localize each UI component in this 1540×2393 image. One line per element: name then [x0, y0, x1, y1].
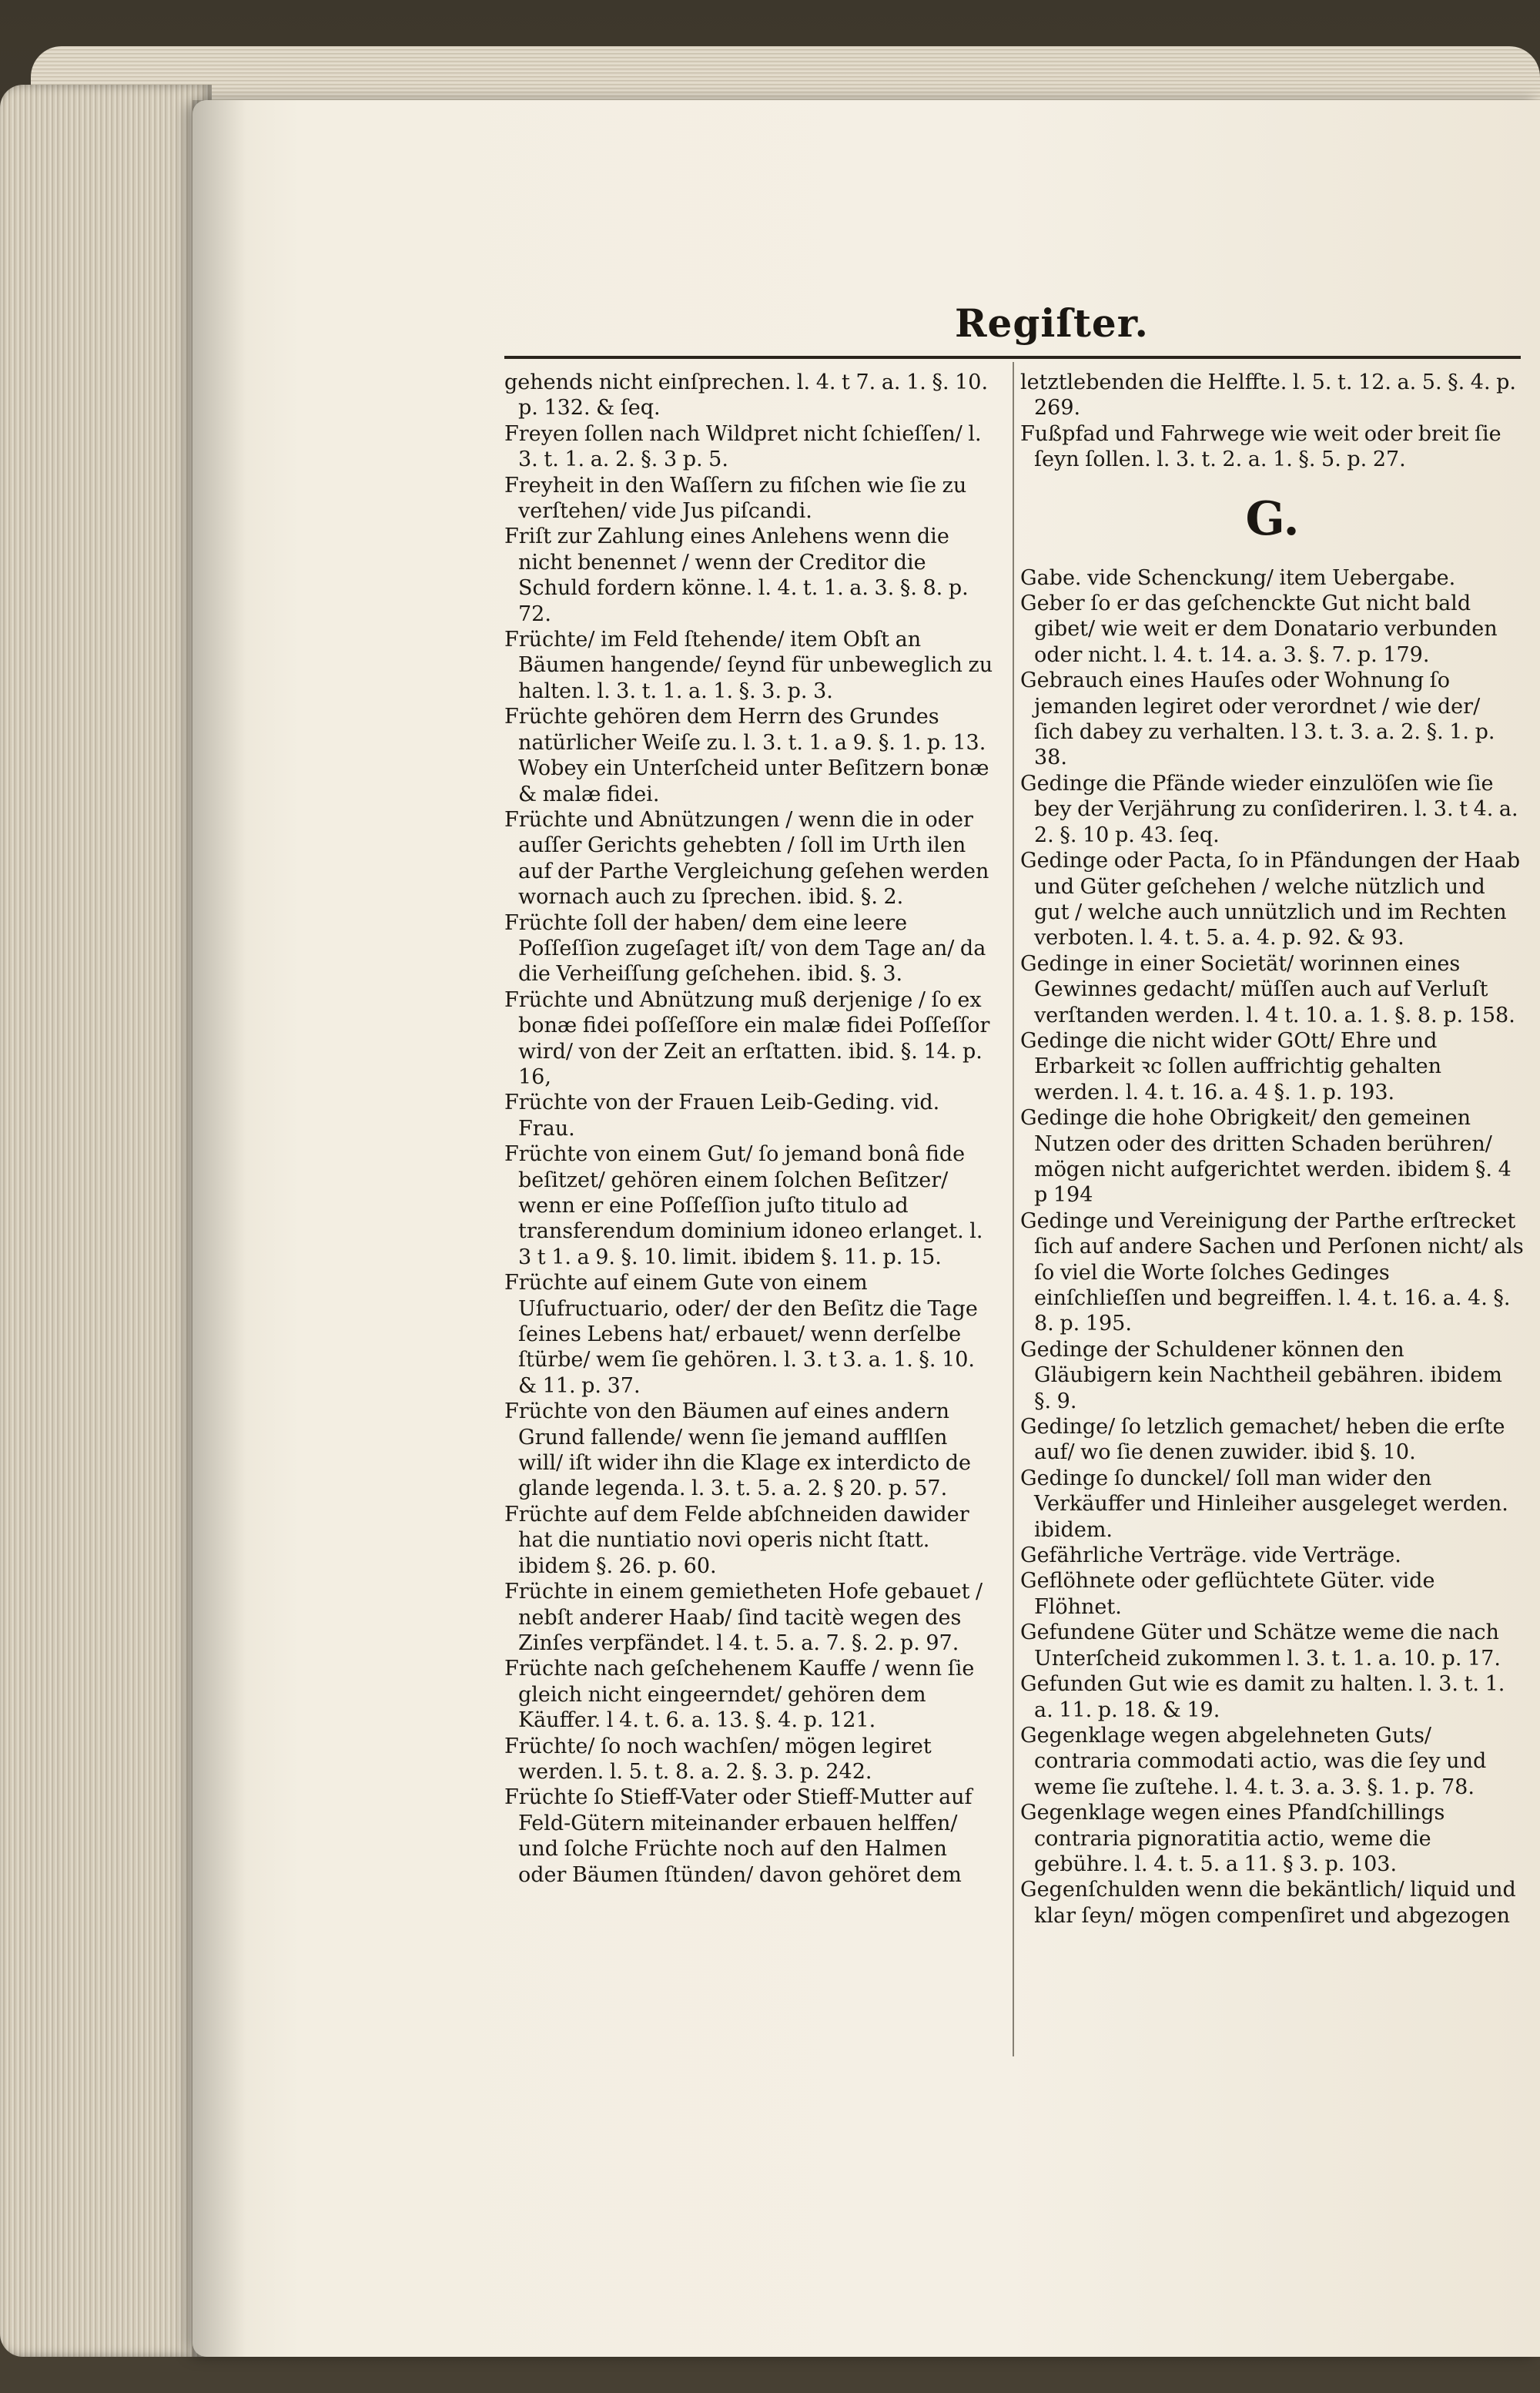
index-entry: Früchte von den Bäumen auf eines andern Grund fallende/ wenn ſie jemand aufflſen will/ iſt wider ihn die Klage ex interdicto de glande legenda. l. 3. t. 5. a. 2. § 20. p. 57. — [504, 1399, 972, 1501]
index-entry: gehends nicht einſprechen. l. 4. t 7. a. 1. §. 10. p. 132. & ſeq. — [504, 370, 989, 421]
index-entry: Gabe. vide Schenckung/ item Uebergabe. — [1020, 565, 1456, 590]
index-entry: Gegenklage wegen abgelehneten Guts/ contraria commodati actio, was die ſey und weme ſie zuſtehe. l. 4. t. 3. a. 3. §. 1. p. 78. — [1020, 1723, 1487, 1799]
running-head: Regiſter. — [955, 300, 1149, 346]
index-entry: Früchte und Abnützung muß derjenige / ſo ex bonæ fidei poſſeſſore ein malæ fidei Poſſeſſor wird/ von der Zeit an erſtatten. ibid. §. 14. p. 16, — [504, 987, 990, 1089]
index-entry: Gegenſchulden wenn die bekäntlich/ liquid und klar ſeyn/ mögen compenſiret und abgezogen — [1020, 1878, 1516, 1928]
index-entry: Gedinge ſo dunckel/ ſoll man wider den Verkäuffer und Hinleiher ausgeleget werden. ibidem. — [1020, 1466, 1508, 1542]
index-entry: Früchte und Abnützungen / wenn die in oder auſſer Gerichts gehebten / ſoll im Urth ilen auf der Parthe Vergleichung geſehen werden wornach auch zu ſprechen. ibid. §. 2. — [504, 807, 989, 910]
index-entry: Gefährliche Verträge. vide Verträge. — [1020, 1543, 1401, 1568]
right-entries-before — [1020, 370, 1525, 473]
index-entry: Gebrauch eines Hauſes oder Wohnung ſo jemanden legiret oder verordnet / wie der/ ſich dabey zu verhalten. l 3. t. 3. a. 2. §. 1. p. 38. — [1020, 669, 1495, 770]
index-entry: Früchte auf dem Felde abſchneiden dawider hat die nuntiatio novi operis nicht ſtatt. ibidem §. 26. p. 60. — [504, 1502, 969, 1578]
index-entry: Freyheit in den Waſſern zu fiſchen wie ſie zu verſtehen/ vide Jus piſcandi. — [504, 473, 967, 524]
index-entry: Früchte auf einem Gute von einem Uſufructuario, oder/ der den Beſitz die Tage ſeines Lebens hat/ erbauet/ wenn derſelbe ſtürbe/ wem ſie gehören. l. 3. t 3. a. 1. §. 10. & 11. p. 37. — [504, 1271, 978, 1398]
index-entry: Friſt zur Zahlung eines Anlehens wenn die nicht benennet / wenn der Creditor die Schuld fordern könne. l. 4. t. 1. a. 3. §. 8. p. 72. — [504, 525, 969, 626]
index-entry: Früchte ſo Stieff-Vater oder Stieff-Mutter auf Feld-Gütern miteinander erbauen helffen/ und ſolche Früchte noch auf den Halmen oder Bäumen ſtünden/ davon gehöret dem — [504, 1785, 973, 1887]
index-entry: Gedinge die Pfände wieder einzulöſen wie ſie bey der Verjährung zu conſideriren. l. 3. t 4. a. 2. §. 10 p. 43. ſeq. — [1020, 771, 1518, 847]
index-entry: Früchte/ ſo noch wachſen/ mögen legiret werden. l. 5. t. 8. a. 2. §. 3. p. 242. — [504, 1734, 932, 1784]
index-entry: Gedinge die nicht wider GOtt/ Ehre und Erbarkeit ꝛc ſollen auffrichtig gehalten werden. l. 4. t. 16. a. 4 §. 1. p. 193. — [1020, 1028, 1441, 1104]
page-edges-left — [0, 85, 212, 2357]
index-entry: Früchte von der Frauen Leib-Geding. vid. Frau. — [504, 1091, 940, 1141]
index-entry: Früchte in einem gemietheten Hofe gebauet / nebſt anderer Haab/ ſind tacitè wegen des Zinſes verpfändet. l 4. t. 5. a. 7. §. 2. p. 97. — [504, 1580, 983, 1655]
header-rule — [504, 356, 1521, 359]
index-entry: Gegenklage wegen eines Pfandſchillings contraria pignoratitia actio, weme die gebühre. l. 4. t. 5. a 11. § 3. p. 103. — [1020, 1801, 1445, 1876]
index-entry: Gedinge die hohe Obrigkeit/ den gemeinen Nutzen oder des dritten Schaden berühren/ mögen nicht aufgerichtet werden. ibidem §. 4 p 194 — [1020, 1106, 1512, 1208]
gutter-shadow — [192, 100, 246, 2357]
index-entry: Früchte gehören dem Herrn des Grundes natürlicher Weiſe zu. l. 3. t. 1. a 9. §. 1. p. 13. Wobey ein Unterſcheid unter Beſitzern bonæ & malæ fidei. — [504, 705, 989, 806]
index-entry: Gedinge oder Pacta, ſo in Pfändungen der Haab und Güter geſchehen / welche nützlich und gut / welche auch unnützlich und im Rechten verboten. l. 4. t. 5. a. 4. p. 92. & 93. — [1020, 849, 1521, 950]
right-column — [1020, 370, 1525, 1929]
index-entry: Gedinge und Vereinigung der Parthe erſtrecket ſich auf andere Sachen und Perſonen nicht/ als ſo viel die Worte ſolches Gedinges einſchlieſſen und begreiffen. l. 4. t. 16. a. 4. §. 8. p. 195. — [1020, 1208, 1524, 1336]
index-entry: Früchte ſoll der haben/ dem eine leere Poſſeſſion zugeſaget iſt/ von dem Tage an/ da die Verheiſſung geſchehen. ibid. §. 3. — [504, 910, 986, 987]
index-entry: Geflöhnete oder geflüchtete Güter. vide Flöhnet. — [1020, 1569, 1435, 1619]
index-entry: Gedinge in einer Societät/ worinnen eines Gewinnes gedacht/ müſſen auch auf Verluſt verſtanden werden. l. 4 t. 10. a. 1. §. 8. p. 158. — [1020, 951, 1515, 1027]
index-entry: Gefundene Güter und Schätze weme die nach Unterſcheid zukommen l. 3. t. 1. a. 10. p. 17. — [1020, 1620, 1501, 1671]
index-entry: Geber ſo er das geſchenckte Gut nicht bald gibet/ wie weit er dem Donatario verbunden oder nicht. l. 4. t. 14. a. 3. §. 7. p. 179. — [1020, 592, 1498, 667]
section-letter: G. — [1245, 491, 1300, 546]
right-entries-after — [1020, 565, 1525, 1929]
index-entry: Gedinge der Schuldener können den Gläubigern kein Nachtheil gebähren. ibidem §. 9. — [1020, 1337, 1502, 1413]
left-column — [504, 370, 997, 1888]
index-entry: Fußpfad und Fahrwege wie weit oder breit ſie ſeyn ſollen. l. 3. t. 2. a. 1. §. 5. p. 27. — [1020, 421, 1502, 472]
index-entry: Früchte nach geſchehenem Kauffe / wenn ſie gleich nicht eingeerndet/ gehören dem Käuffer. l 4. t. 6. a. 13. §. 4. p. 121. — [504, 1657, 975, 1733]
index-entry: Früchte/ im Feld ſtehende/ item Obſt an Bäumen hangende/ ſeynd für unbeweglich zu halten. l. 3. t. 1. a. 1. §. 3. p. 3. — [504, 628, 993, 703]
index-entry: Freyen ſollen nach Wildpret nicht ſchieſſen/ l. 3. t. 1. a. 2. §. 3 p. 5. — [504, 421, 982, 472]
index-entry: Früchte von einem Gut/ ſo jemand bonâ fide beſitzet/ gehören einem ſolchen Beſitzer/ wenn er eine Poſſeſſion juſto titulo ad transferendum dominium idoneo erlanget. l. 3 t 1. a 9. §. 10. limit. ibidem §. 11. p. 15. — [504, 1142, 983, 1269]
index-entry: Gedinge/ ſo letzlich gemachet/ heben die erſte auf/ wo ſie denen zuwider. ibid §. 10. — [1020, 1415, 1505, 1465]
index-entry: letztlebenden die Helffte. l. 5. t. 12. a. 5. §. 4. p. 269. — [1020, 370, 1517, 421]
index-entry: Gefunden Gut wie es damit zu halten. l. 3. t. 1. a. 11. p. 18. & 19. — [1020, 1672, 1505, 1722]
column-rule — [1013, 362, 1014, 2056]
